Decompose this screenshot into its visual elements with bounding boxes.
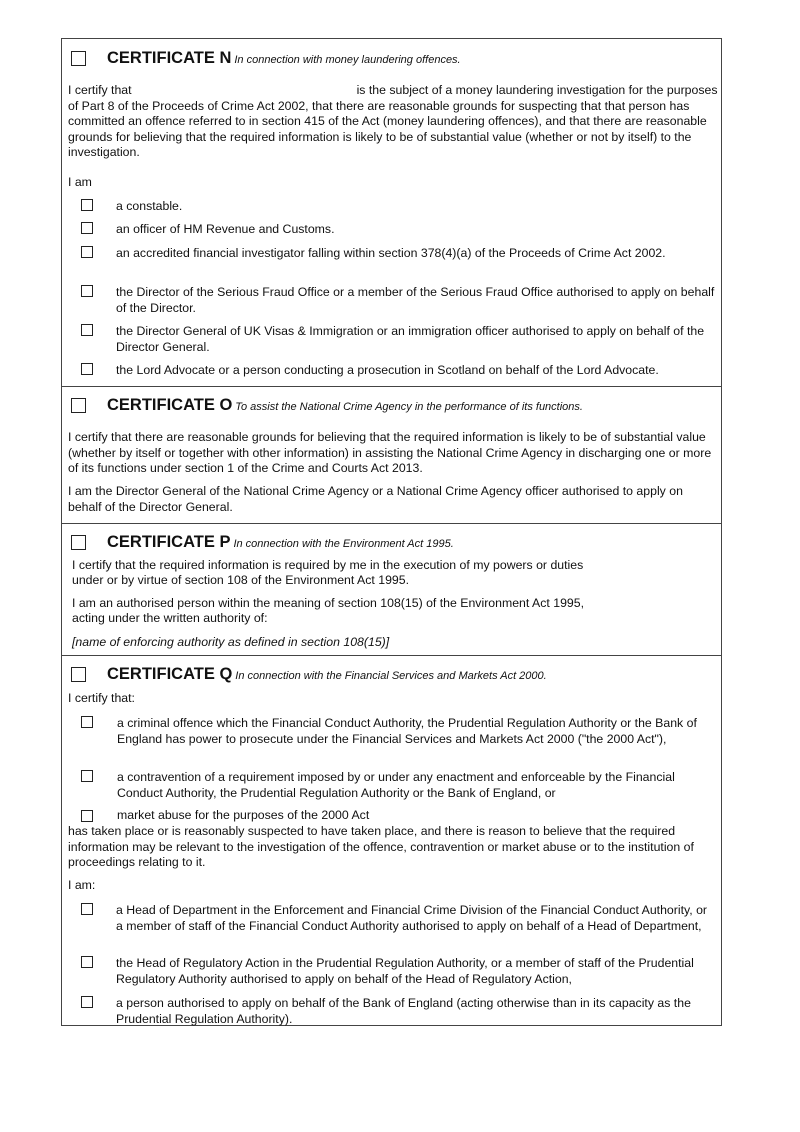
pra-head-checkbox[interactable] [81,956,93,968]
lord-advocate-checkbox[interactable] [81,363,93,375]
offence-criminal: a criminal offence which the Financial Conduct Authority, the Prudential Regulation Authority or the Bank of England has power to prosecute under the Financial Services and Markets Act 2000 ("the 2000 Act"), [117,716,697,746]
role-pra-head: the Head of Regulatory Action in the Prudential Regulation Authority, or a member of staff of the Prudential Regulatory Authority authorised to apply on behalf of the Head of Regulatory Action, [116,956,694,986]
certificate-q-checkbox[interactable] [71,667,86,682]
contravention-checkbox[interactable] [81,770,93,782]
certificate-p-checkbox[interactable] [71,535,86,550]
option-constable: a constable. [116,199,183,213]
certificate-n-i-am: I am [68,175,92,189]
fca-head-checkbox[interactable] [81,903,93,915]
certificate-o-checkbox[interactable] [71,398,86,413]
certify-rest: is the subject of a money laundering investigation for the purposes of Part 8 of the Proceeds of Crime Act 2002, that there are reasonable grounds for suspecting that that person has committed an offence referred to in section 415 of the Act (money laundering offences), and that there are reasonable grounds for believing that the required information is likely to be of substantial value (whether or not by itself) to the investigation. [68,83,718,159]
option-uk-visas-immigration: the Director General of UK Visas & Immigration or an immigration officer authorised to apply on behalf of the Director General. [116,324,705,354]
certificate-p-section [62,524,721,656]
certificate-p-title: CERTIFICATE P [107,533,231,551]
criminal-offence-checkbox[interactable] [81,716,93,728]
bank-of-england-checkbox[interactable] [81,996,93,1008]
certificate-q-heading [107,665,547,684]
certificate-o-title: CERTIFICATE O [107,396,233,414]
certificate-o-subtitle: To assist the National Crime Agency in the performance of its functions. [235,401,583,413]
option-lord-advocate: the Lord Advocate or a person conducting a prosecution in Scotland on behalf of the Lord Advocate. [116,363,659,377]
certificate-n-statement [68,83,718,161]
certificate-q-certify: I certify that: [68,691,135,705]
offence-market-abuse: market abuse for the purposes of the 2000 Act [117,808,370,822]
certificate-n-checkbox[interactable] [71,51,86,66]
certificate-o-section [62,387,721,524]
certificate-q-section [62,656,721,1026]
uk-visas-immigration-checkbox[interactable] [81,324,93,336]
financial-investigator-checkbox[interactable] [81,246,93,258]
serious-fraud-office-checkbox[interactable] [81,285,93,297]
certificate-o-heading [107,396,583,415]
certificate-o-role: I am the Director General of the National Crime Agency or a National Crime Agency officer authorised to apply on behalf of the Director General. [68,484,683,514]
certificates-form [61,38,722,1026]
certificate-p-statement-line-1: I certify that the required information is required by me in the execution of my powers or duties [72,558,584,572]
certificate-p-subtitle: In connection with the Environment Act 1995. [233,538,454,550]
certificate-n-heading [107,49,461,68]
certificate-n-title: CERTIFICATE N [107,49,232,67]
role-fca-head: a Head of Department in the Enforcement and Financial Crime Division of the Financial Conduct Authority, or a member of staff of the Financial Conduct Authority authorised to apply on behalf of a Head of Department, [116,903,708,933]
option-financial-investigator: an accredited financial investigator falling within section 378(4)(a) of the Proceeds of Crime Act 2002. [116,246,666,260]
certificate-p-role-line-2: acting under the written authority of: [72,611,268,625]
constable-checkbox[interactable] [81,199,93,211]
certificate-o-statement: I certify that there are reasonable grounds for believing that the required information is likely to be of substantial value (whether by itself or together with other information) in assisting the National Crime Agency in discharging one or more of its functions under section 1 of the Crime and Courts Act 2013. [68,430,712,475]
enforcing-authority-field[interactable]: [name of enforcing authority as defined in section 108(15)] [72,635,390,649]
certify-prefix: I certify that [68,83,132,97]
certificate-n-section [62,39,721,387]
certificate-q-conclusion: has taken place or is reasonably suspected to have taken place, and there is reason to believe that the required information may be relevant to the investigation of the offence, contravention or market abuse or to the institution of proceedings relating to it. [68,824,694,869]
option-serious-fraud-office: the Director of the Serious Fraud Office or a member of the Serious Fraud Office authorised to apply on behalf of the Director. [116,285,715,315]
market-abuse-checkbox[interactable] [81,810,93,822]
offence-contravention: a contravention of a requirement imposed by or under any enactment and enforceable by the Financial Conduct Authority, the Prudential Regulation Authority or the Bank of England, or [117,770,675,800]
certificate-q-title: CERTIFICATE Q [107,665,233,683]
role-bank-of-england: a person authorised to apply on behalf of the Bank of England (acting otherwise than in its capacity as the Prudential Regulation Authority). [116,996,691,1026]
hmrc-officer-checkbox[interactable] [81,222,93,234]
certificate-q-subtitle: In connection with the Financial Services and Markets Act 2000. [235,670,547,682]
certificate-p-statement-line-2: under or by virtue of section 108 of the Environment Act 1995. [72,573,409,587]
certificate-q-i-am: I am: [68,878,96,892]
certificate-n-subtitle: In connection with money laundering offences. [234,54,461,66]
option-hmrc-officer: an officer of HM Revenue and Customs. [116,222,335,236]
certificate-p-heading [107,533,454,552]
certificate-p-role-line-1: I am an authorised person within the meaning of section 108(15) of the Environment Act 1995, [72,596,584,610]
